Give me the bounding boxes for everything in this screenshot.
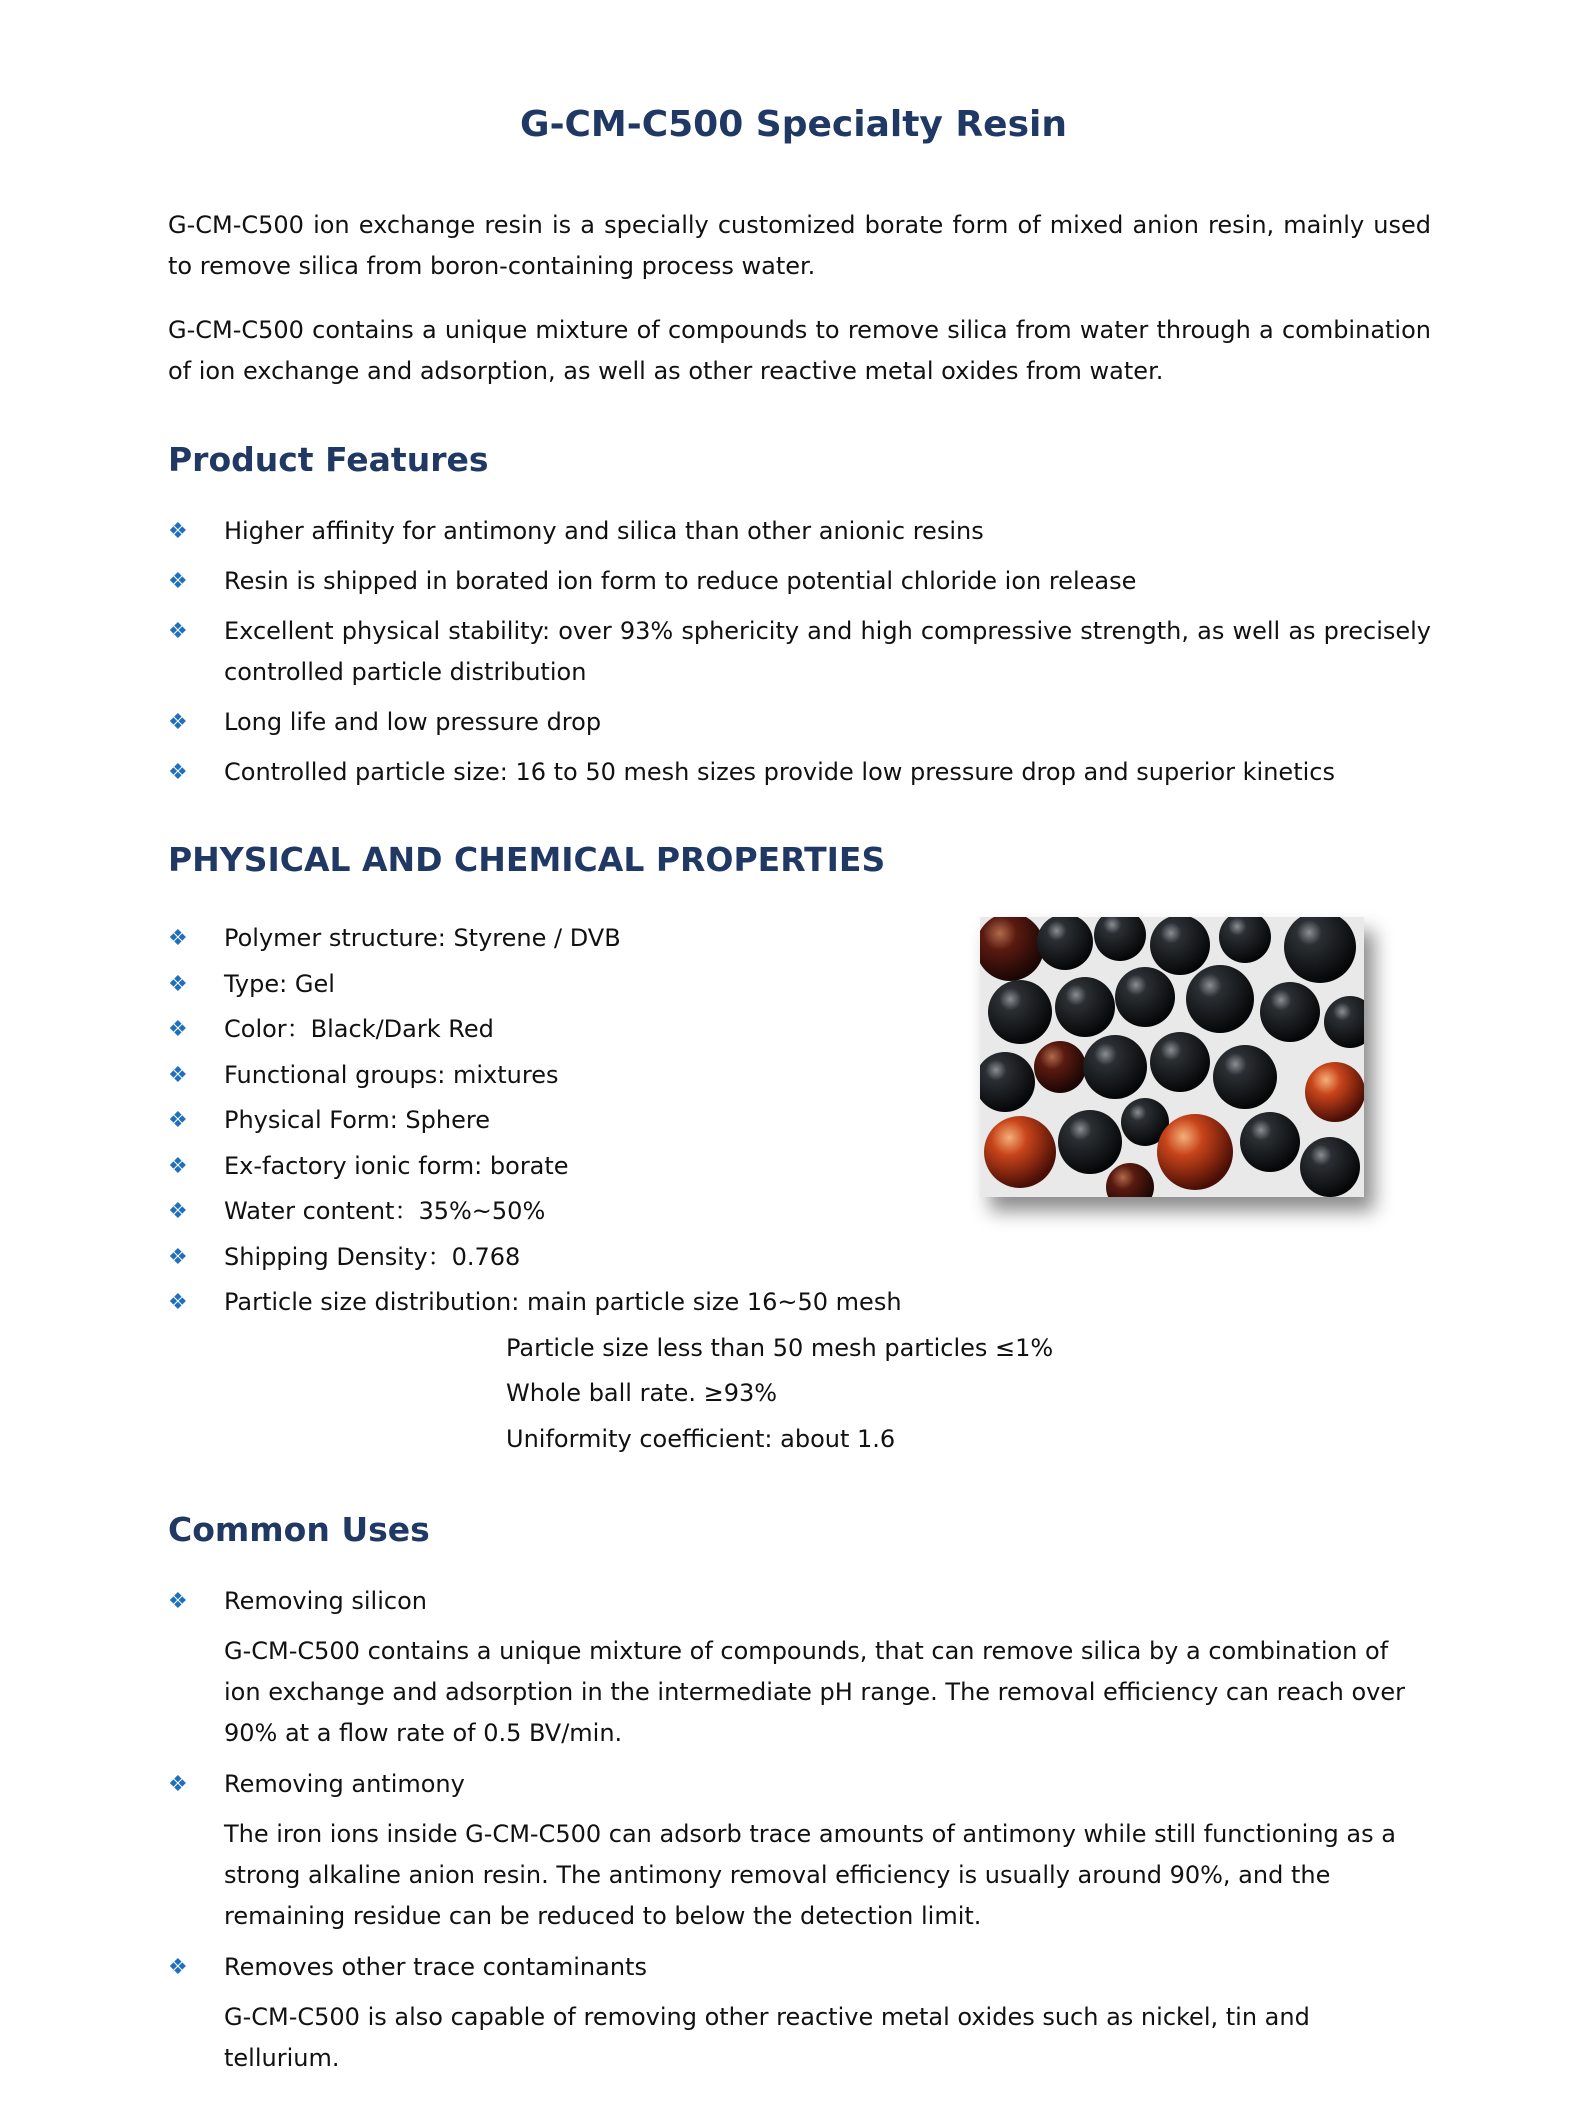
bullet-diamond-icon: ❖	[168, 1772, 188, 1797]
property-text: Water content：35%~50%	[224, 1197, 546, 1225]
feature-text: Excellent physical stability: over 93% sphericity and high compressive strength, as well as precisely controlled particle distribution	[224, 617, 1431, 686]
common-uses-heading: Common Uses	[168, 1510, 430, 1549]
bullet-diamond-icon: ❖	[168, 926, 188, 951]
bullet-diamond-icon: ❖	[168, 760, 188, 785]
use-title: Removes other trace contaminants	[224, 1953, 647, 1981]
bullet-diamond-icon: ❖	[168, 1290, 188, 1315]
bullet-diamond-icon: ❖	[168, 1955, 188, 1980]
bullet-diamond-icon: ❖	[168, 1017, 188, 1042]
particle-size-detail: Uniformity coefficient: about 1.6	[506, 1425, 896, 1453]
use-title: Removing antimony	[224, 1770, 465, 1798]
bullet-diamond-icon: ❖	[168, 1245, 188, 1270]
feature-text: Long life and low pressure drop	[224, 708, 602, 736]
particle-size-detail: Particle size less than 50 mesh particles ≤1%	[506, 1334, 1054, 1362]
property-text: Particle size distribution: main particle size 16~50 mesh	[224, 1288, 902, 1316]
property-text: Ex-factory ionic form: borate	[224, 1152, 569, 1180]
bullet-diamond-icon: ❖	[168, 569, 188, 594]
bullet-diamond-icon: ❖	[168, 519, 188, 544]
particle-size-detail: Whole ball rate. ≥93%	[506, 1379, 778, 1407]
resin-beads-photo	[980, 917, 1364, 1197]
bullet-diamond-icon: ❖	[168, 710, 188, 735]
property-text: Type: Gel	[224, 970, 335, 998]
product-features-heading: Product Features	[168, 440, 489, 479]
bullet-diamond-icon: ❖	[168, 1108, 188, 1133]
property-text: Polymer structure: Styrene / DVB	[224, 924, 621, 952]
use-description: The iron ions inside G-CM-C500 can adsorb trace amounts of antimony while still functioning as a strong alkaline anion resin. The antimony removal efficiency is usually around 90%, and the remaining residue can be reduced to below the detection limit.	[224, 1820, 1396, 1930]
properties-heading: PHYSICAL AND CHEMICAL PROPERTIES	[168, 840, 886, 879]
bullet-diamond-icon: ❖	[168, 619, 188, 644]
bullet-diamond-icon: ❖	[168, 972, 188, 997]
property-text: Physical Form: Sphere	[224, 1106, 490, 1134]
bullet-diamond-icon: ❖	[168, 1063, 188, 1088]
property-text: Functional groups: mixtures	[224, 1061, 559, 1089]
use-description: G-CM-C500 is also capable of removing other reactive metal oxides such as nickel, tin and tellurium.	[224, 2003, 1310, 2072]
intro-paragraph-1: G-CM-C500 ion exchange resin is a specially customized borate form of mixed anion resin, mainly used to remove silica from boron-containing process water.	[168, 211, 1431, 280]
page-title: G-CM-C500 Specialty Resin	[520, 104, 1067, 145]
bullet-diamond-icon: ❖	[168, 1589, 188, 1614]
feature-text: Resin is shipped in borated ion form to reduce potential chloride ion release	[224, 567, 1137, 595]
feature-text: Higher affinity for antimony and silica than other anionic resins	[224, 517, 984, 545]
bullet-diamond-icon: ❖	[168, 1199, 188, 1224]
property-text: Shipping Density：0.768	[224, 1243, 521, 1271]
property-text: Color：Black/Dark Red	[224, 1015, 494, 1043]
intro-paragraph-2: G-CM-C500 contains a unique mixture of compounds to remove silica from water through a combination of ion exchange and adsorption, as well as other reactive metal oxides from water.	[168, 316, 1431, 385]
bullet-diamond-icon: ❖	[168, 1154, 188, 1179]
use-description: G-CM-C500 contains a unique mixture of compounds, that can remove silica by a combination of ion exchange and adsorption in the intermediate pH range. The removal efficiency can reach over 90% at a flow rate of 0.5 BV/min.	[224, 1637, 1406, 1747]
feature-text: Controlled particle size: 16 to 50 mesh sizes provide low pressure drop and superior kinetics	[224, 758, 1335, 786]
use-title: Removing silicon	[224, 1587, 427, 1615]
